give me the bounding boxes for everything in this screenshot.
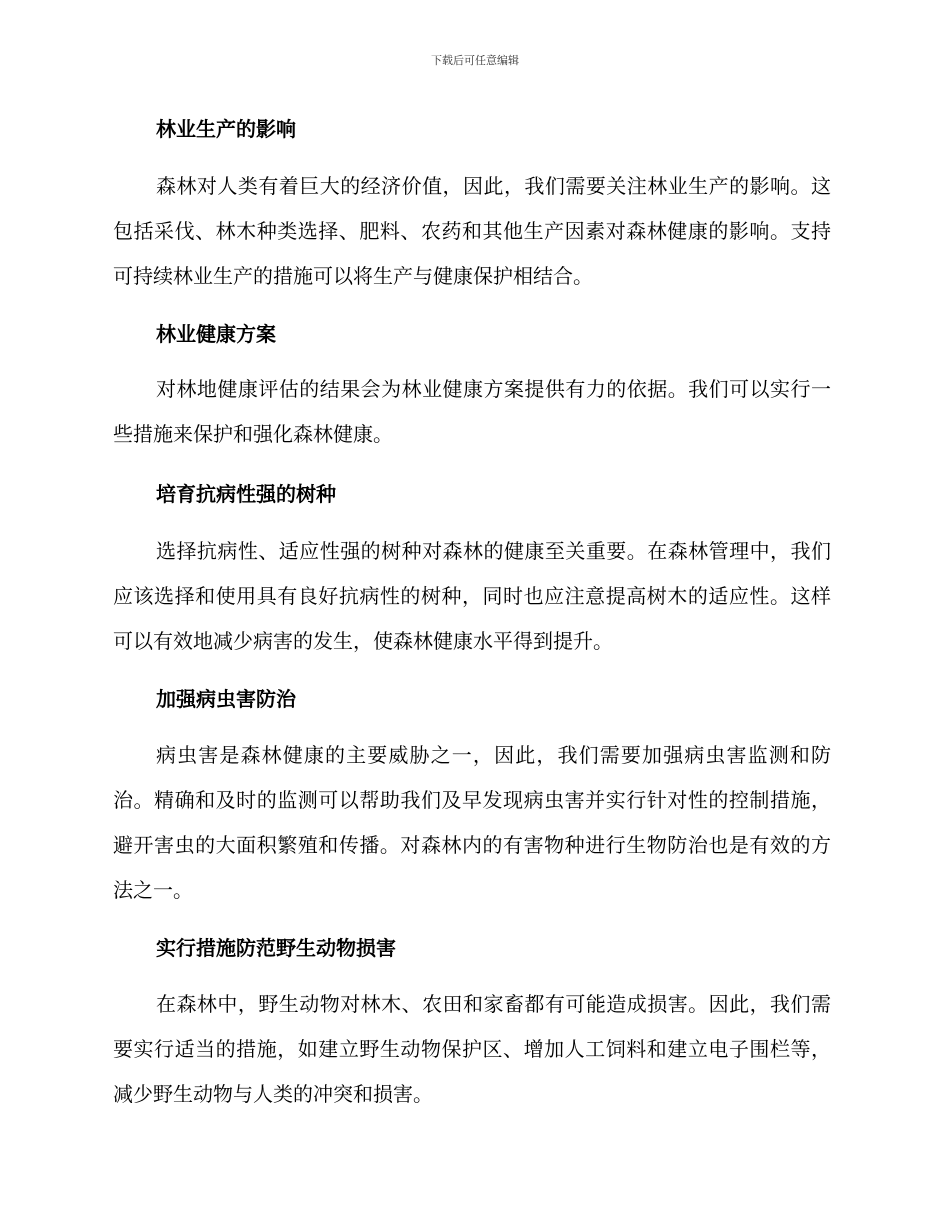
- section-heading: 林业生产的影响: [156, 117, 296, 141]
- section-heading: 林业健康方案: [156, 322, 276, 346]
- section-paragraph: 森林对人类有着巨大的经济价值，因此，我们需要关注林业生产的影响。这包括采伐、林木种类选择、肥料、农药和其他生产因素对森林健康的影响。支持可持续林业生产的措施可以将生产与健康保护相结合。: [113, 174, 831, 288]
- section-heading: 加强病虫害防治: [156, 687, 296, 711]
- section-paragraph: 病虫害是森林健康的主要威胁之一，因此，我们需要加强病虫害监测和防治。精确和及时的监测可以帮助我们及早发现病虫害并实行针对性的控制措施，避开害虫的大面积繁殖和传播。对森林内的有害物种进行生物防治也是有效的方法之一。: [113, 743, 831, 902]
- section-paragraph: 在森林中，野生动物对林木、农田和家畜都有可能造成损害。因此，我们需要实行适当的措施，如建立野生动物保护区、增加人工饲料和建立电子围栏等，减少野生动物与人类的冲突和损害。: [113, 992, 831, 1106]
- section-paragraph: 选择抗病性、适应性强的树种对森林的健康至关重要。在森林管理中，我们应该选择和使用具有良好抗病性的树种，同时也应注意提高树木的适应性。这样可以有效地减少病害的发生，使森林健康水平得到提升。: [113, 539, 831, 653]
- section-paragraph: 对林地健康评估的结果会为林业健康方案提供有力的依据。我们可以实行一些措施来保护和强化森林健康。: [113, 377, 831, 446]
- section-heading: 培育抗病性强的树种: [156, 482, 336, 506]
- page-header: 下载后可任意编辑: [431, 54, 519, 67]
- section-heading: 实行措施防范野生动物损害: [156, 936, 396, 960]
